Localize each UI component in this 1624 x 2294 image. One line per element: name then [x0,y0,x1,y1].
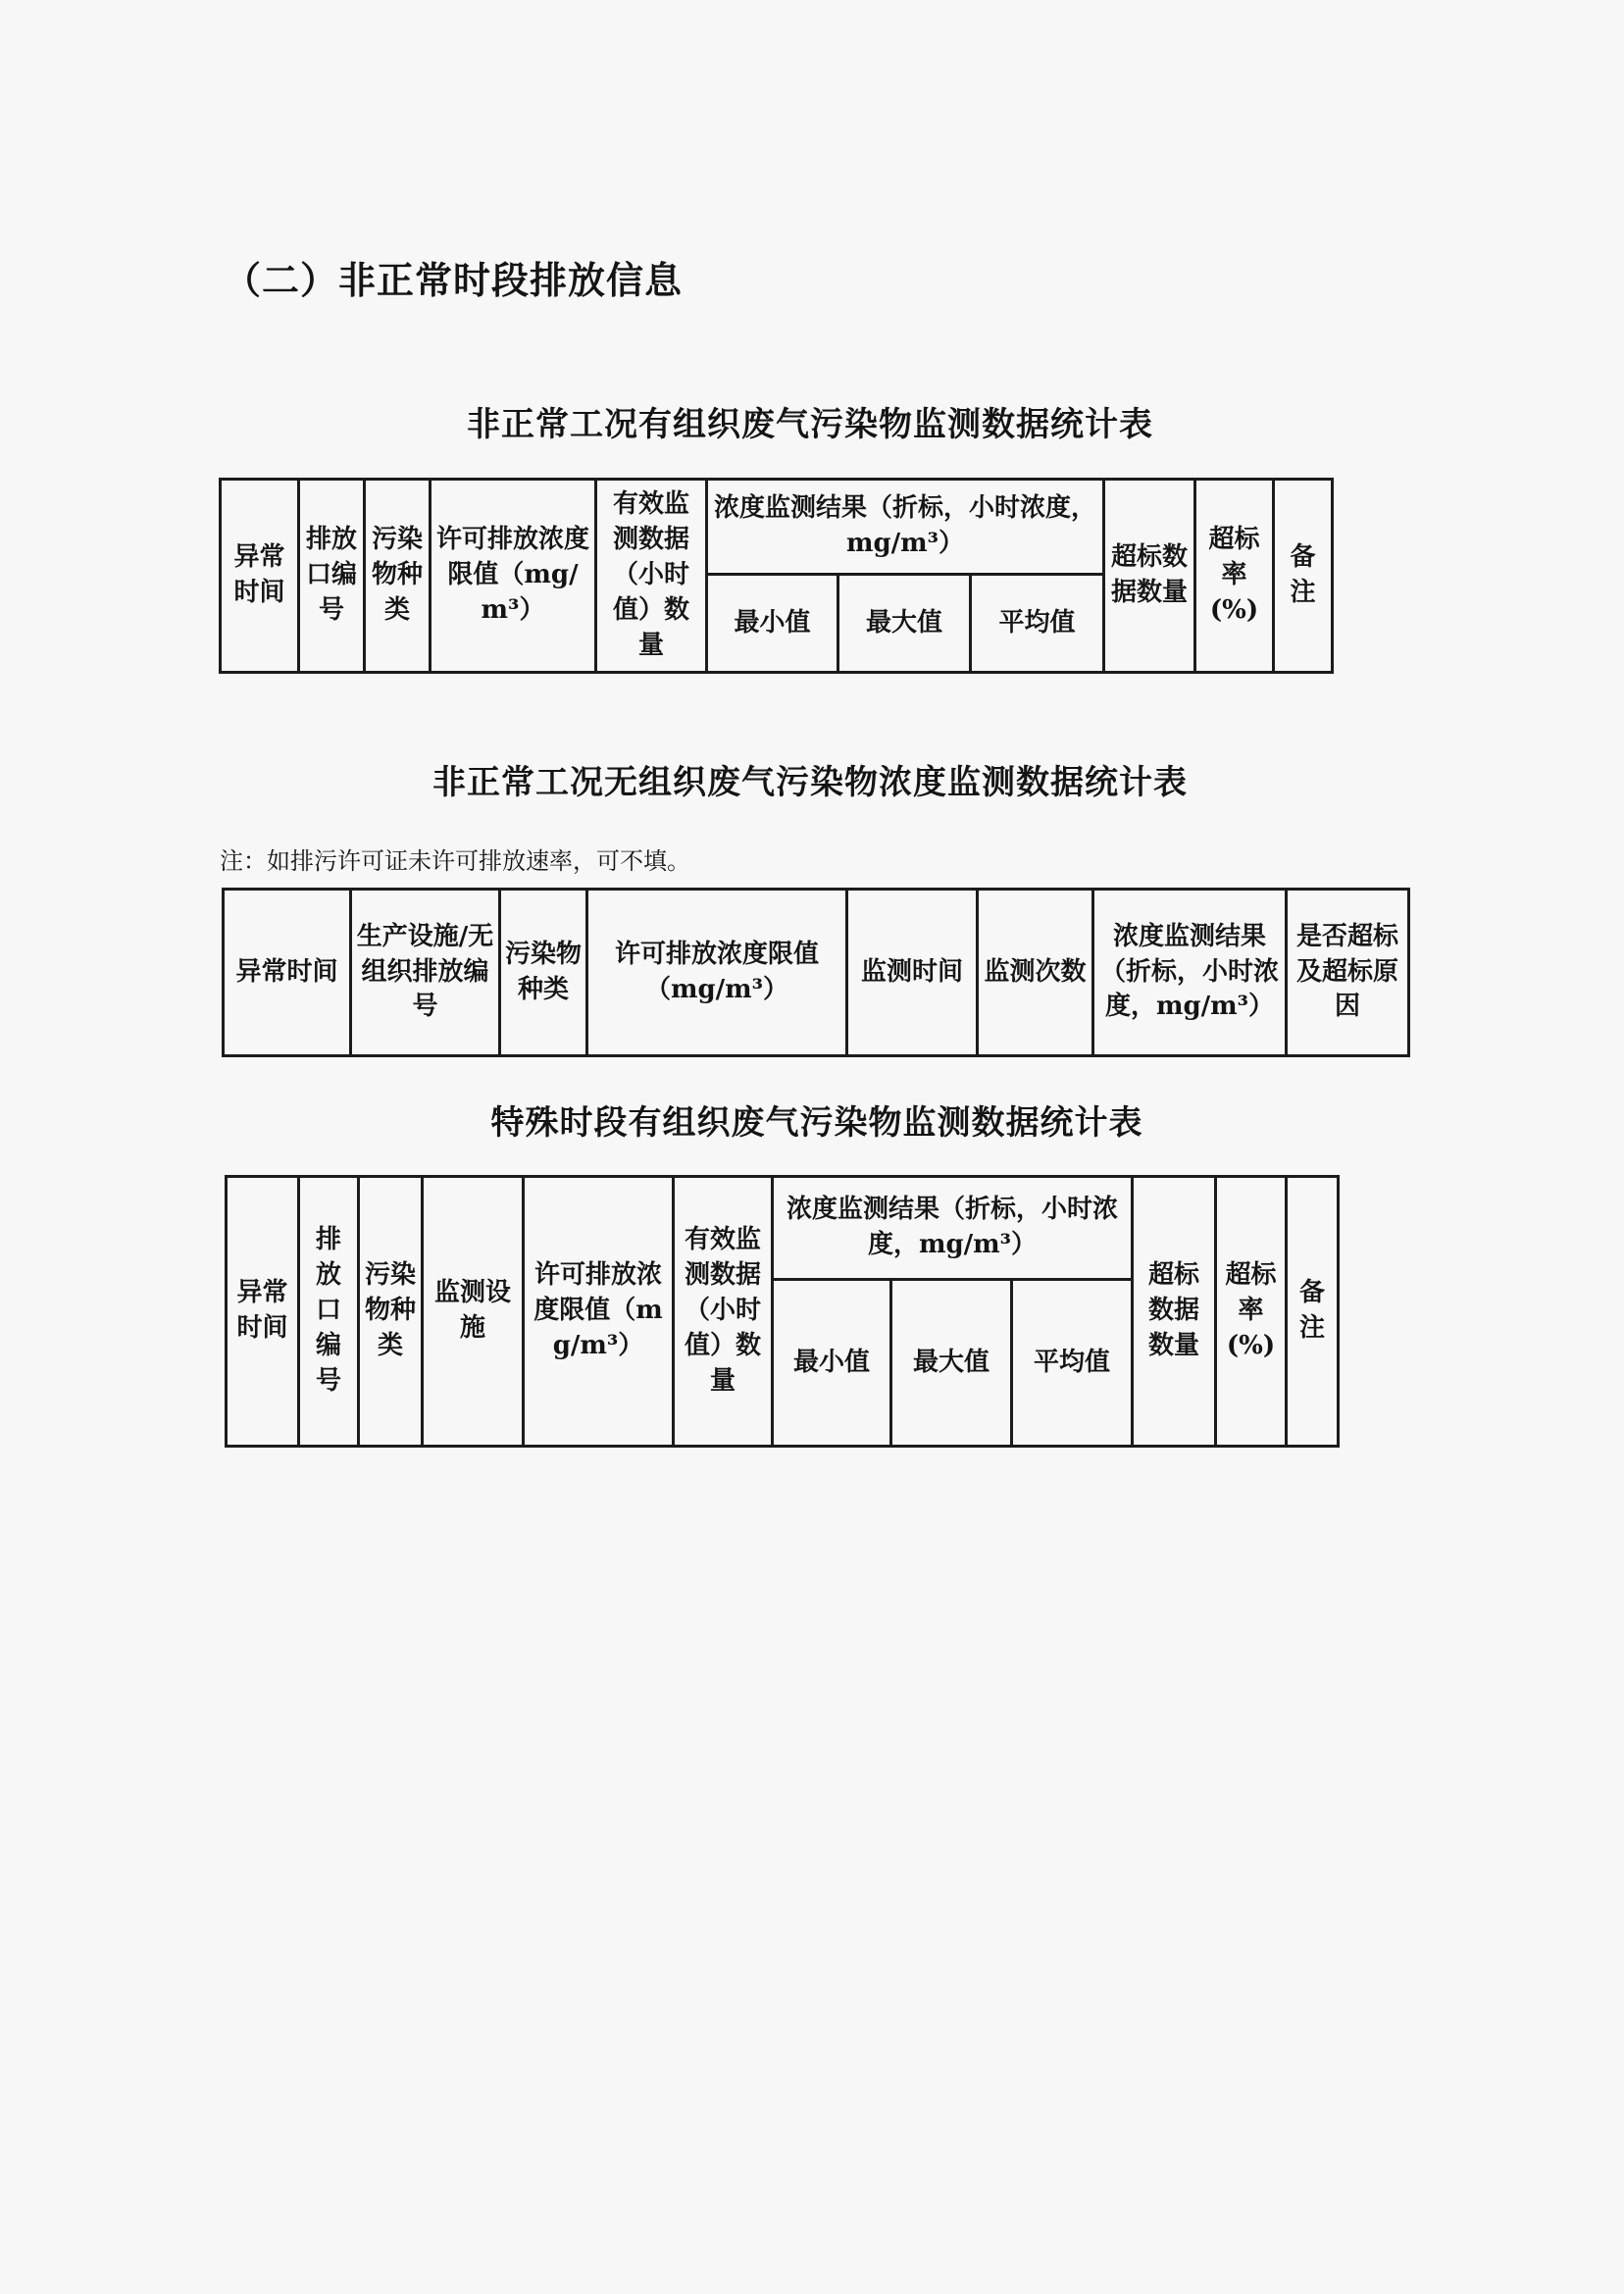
header-exceed-count: 超标数据数量 [1133,1177,1216,1447]
header-pollutant: 污染物种类 [500,890,587,1056]
header-monitor-facility: 监测设施 [423,1177,524,1447]
header-concentration: 浓度监测结果（折标，小时浓度，mg/m³） [707,480,1104,575]
header-valid-count: 有效监测数据（小时值）数量 [674,1177,773,1447]
header-valid-count: 有效监测数据（小时值）数量 [596,480,707,673]
header-abnormal-time: 异常时间 [221,480,299,673]
section-title: （二）非正常时段排放信息 [224,258,684,302]
header-permit-limit: 许可排放浓度限值（mg/m³） [431,480,596,673]
header-max: 最大值 [838,575,971,673]
table1-title: 非正常工况有组织废气污染物监测数据统计表 [467,405,1153,444]
header-exceed-rate: 超标率(%) [1216,1177,1287,1447]
header-permit-limit: 许可排放浓度限值（mg/m³） [587,890,847,1056]
header-exceed-reason: 是否超标及超标原因 [1287,890,1409,1056]
header-pollutant: 污染物种类 [359,1177,423,1447]
header-monitor-count: 监测次数 [978,890,1093,1056]
header-remark: 备注 [1287,1177,1339,1447]
header-exceed-count: 超标数据数量 [1104,480,1195,673]
header-pollutant: 污染物种类 [365,480,431,673]
table2 [222,888,1410,1057]
table2-title: 非正常工况无组织废气污染物浓度监测数据统计表 [432,763,1188,802]
table3-title: 特殊时段有组织废气污染物监测数据统计表 [490,1103,1143,1143]
header-avg: 平均值 [1012,1280,1133,1447]
table1 [219,478,1334,674]
header-min: 最小值 [707,575,838,673]
header-min: 最小值 [773,1280,891,1447]
header-max: 最大值 [891,1280,1012,1447]
header-monitor-time: 监测时间 [847,890,978,1056]
header-abnormal-time: 异常时间 [227,1177,299,1447]
header-abnormal-time: 异常时间 [224,890,351,1056]
header-permit-limit: 许可排放浓度限值（mg/m³） [524,1177,674,1447]
header-remark: 备注 [1274,480,1333,673]
header-facility-no: 生产设施/无组织排放编号 [351,890,500,1056]
table3 [225,1175,1340,1448]
header-concentration: 浓度监测结果（折标，小时浓度，mg/m³） [1093,890,1287,1056]
header-outlet-no: 排放口编号 [299,1177,359,1447]
header-concentration: 浓度监测结果（折标，小时浓度，mg/m³） [773,1177,1133,1280]
header-avg: 平均值 [971,575,1104,673]
header-exceed-rate: 超标率(%) [1195,480,1274,673]
table2-note: 注：如排污许可证未许可排放速率，可不填。 [220,847,690,875]
header-outlet-no: 排放口编号 [299,480,365,673]
